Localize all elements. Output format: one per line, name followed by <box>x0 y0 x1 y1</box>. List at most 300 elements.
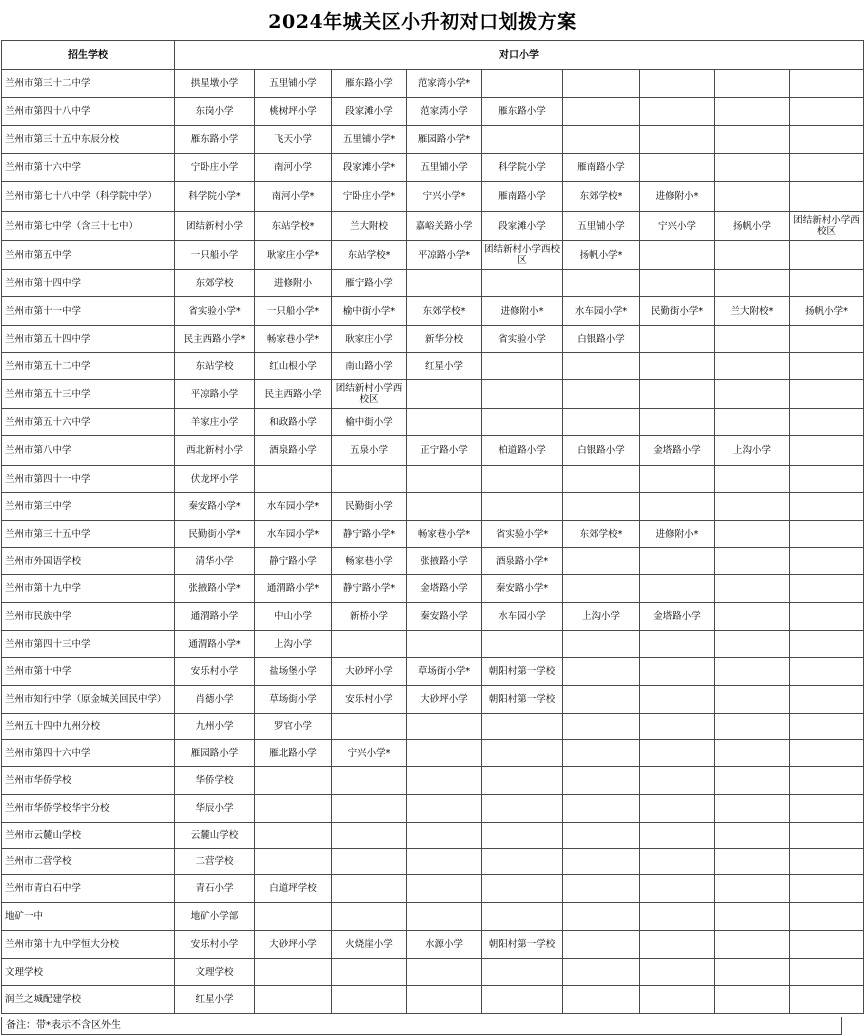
empty-cell <box>255 849 332 875</box>
empty-cell <box>640 409 715 436</box>
empty-cell <box>332 767 407 795</box>
primary-school-cell: 金塔路小学 <box>640 436 715 466</box>
empty-cell <box>790 714 864 740</box>
empty-cell <box>790 686 864 714</box>
primary-school-cell: 科学院小学* <box>175 182 255 212</box>
empty-cell <box>715 986 790 1014</box>
empty-cell <box>790 270 864 297</box>
primary-school-cell: 五里铺小学 <box>563 212 640 241</box>
empty-cell <box>482 353 563 380</box>
empty-cell <box>332 849 407 875</box>
primary-school-cell: 清华小学 <box>175 548 255 575</box>
school-name: 兰州市民族中学 <box>2 603 175 631</box>
school-name: 兰州市第五十四中学 <box>2 326 175 353</box>
primary-school-cell: 雁园路小学* <box>407 126 482 154</box>
empty-cell <box>482 849 563 875</box>
primary-school-cell: 华侨学校 <box>175 767 255 795</box>
empty-cell <box>790 380 864 409</box>
empty-cell <box>332 631 407 658</box>
primary-school-cell: 秦安路小学* <box>482 575 563 603</box>
primary-school-cell: 宁兴小学 <box>640 212 715 241</box>
primary-school-cell: 范家湾小学 <box>407 98 482 126</box>
primary-school-cell: 省实验小学 <box>482 326 563 353</box>
primary-school-cell: 大砂坪小学 <box>255 931 332 959</box>
empty-cell <box>563 849 640 875</box>
empty-cell <box>563 548 640 575</box>
empty-cell <box>640 154 715 182</box>
school-name: 兰州市第十中学 <box>2 658 175 686</box>
primary-school-cell: 东郊学校* <box>407 297 482 326</box>
primary-school-cell: 雁东路小学 <box>175 126 255 154</box>
table-row <box>2 241 864 270</box>
primary-school-cell: 朝阳村第一学校 <box>482 931 563 959</box>
empty-cell <box>640 849 715 875</box>
empty-cell <box>790 98 864 126</box>
empty-cell <box>407 714 482 740</box>
empty-cell <box>715 631 790 658</box>
table-row <box>2 986 864 1014</box>
primary-school-cell: 文理学校 <box>175 959 255 986</box>
empty-cell <box>255 823 332 849</box>
school-name: 兰州市第五十二中学 <box>2 353 175 380</box>
empty-cell <box>482 409 563 436</box>
empty-cell <box>407 767 482 795</box>
school-name: 兰州市第四十三中学 <box>2 631 175 658</box>
empty-cell <box>715 959 790 986</box>
empty-cell <box>407 466 482 493</box>
primary-school-cell: 科学院小学 <box>482 154 563 182</box>
primary-school-cell: 民勤街小学* <box>640 297 715 326</box>
school-name: 兰州市第十四中学 <box>2 270 175 297</box>
primary-school-cell: 宁卧庄小学* <box>332 182 407 212</box>
empty-cell <box>563 795 640 823</box>
empty-cell <box>715 575 790 603</box>
empty-cell <box>640 270 715 297</box>
primary-school-cell: 酒泉路小学 <box>255 436 332 466</box>
empty-cell <box>790 575 864 603</box>
primary-school-cell: 新华分校 <box>407 326 482 353</box>
primary-school-cell: 段家滩小学* <box>332 154 407 182</box>
primary-school-cell: 上沟小学 <box>563 603 640 631</box>
empty-cell <box>715 903 790 931</box>
empty-cell <box>563 658 640 686</box>
primary-school-cell: 雁园路小学 <box>175 740 255 767</box>
empty-cell <box>407 986 482 1014</box>
table-row <box>2 903 864 931</box>
primary-school-cell: 肖德小学 <box>175 686 255 714</box>
empty-cell <box>482 631 563 658</box>
primary-school-cell: 云麓山学校 <box>175 823 255 849</box>
primary-school-cell: 团结新村小学西校区 <box>332 380 407 409</box>
primary-school-cell: 大砂坪小学 <box>407 686 482 714</box>
primary-school-cell: 进修附小* <box>640 182 715 212</box>
empty-cell <box>407 631 482 658</box>
table-row <box>2 575 864 603</box>
school-name: 兰州市第五十三中学 <box>2 380 175 409</box>
empty-cell <box>563 631 640 658</box>
empty-cell <box>407 380 482 409</box>
empty-cell <box>407 823 482 849</box>
primary-school-cell: 畅家巷小学 <box>332 548 407 575</box>
primary-school-cell: 雁东路小学 <box>482 98 563 126</box>
empty-cell <box>332 466 407 493</box>
table-row <box>2 795 864 823</box>
footnote: 备注：带*表示不含区外生 <box>1 1017 842 1035</box>
empty-cell <box>715 241 790 270</box>
allocation-table <box>1 40 864 1014</box>
primary-school-cell: 羊家庄小学 <box>175 409 255 436</box>
primary-school-cell: 白银路小学 <box>563 326 640 353</box>
empty-cell <box>407 409 482 436</box>
primary-school-cell: 火烧崖小学 <box>332 931 407 959</box>
empty-cell <box>715 353 790 380</box>
table-row <box>2 740 864 767</box>
empty-cell <box>255 986 332 1014</box>
school-name: 兰州市第十六中学 <box>2 154 175 182</box>
table-row <box>2 270 864 297</box>
table-row <box>2 849 864 875</box>
primary-school-cell: 红山根小学 <box>255 353 332 380</box>
primary-school-cell: 静宁路小学* <box>332 521 407 548</box>
primary-school-cell: 拱星墩小学 <box>175 70 255 98</box>
empty-cell <box>563 686 640 714</box>
primary-school-cell: 通渭路小学 <box>175 603 255 631</box>
primary-school-cell: 青石小学 <box>175 875 255 903</box>
empty-cell <box>790 353 864 380</box>
empty-cell <box>790 658 864 686</box>
primary-school-cell: 平凉路小学 <box>175 380 255 409</box>
primary-school-cell: 安乐村小学 <box>175 658 255 686</box>
primary-school-cell: 东站学校* <box>332 241 407 270</box>
empty-cell <box>482 714 563 740</box>
primary-school-cell: 张掖路小学* <box>175 575 255 603</box>
school-name: 兰州市第三十五中学 <box>2 521 175 548</box>
empty-cell <box>482 466 563 493</box>
empty-cell <box>407 740 482 767</box>
table-row <box>2 353 864 380</box>
empty-cell <box>640 493 715 521</box>
primary-school-cell: 草场街小学* <box>407 658 482 686</box>
empty-cell <box>482 875 563 903</box>
table-row <box>2 409 864 436</box>
empty-cell <box>255 767 332 795</box>
primary-school-cell: 水车园小学* <box>255 493 332 521</box>
empty-cell <box>407 849 482 875</box>
primary-school-cell: 水车园小学 <box>482 603 563 631</box>
empty-cell <box>563 823 640 849</box>
primary-school-cell: 兰大附校 <box>332 212 407 241</box>
empty-cell <box>790 493 864 521</box>
school-name: 兰州市第七十八中学（科学院中学） <box>2 182 175 212</box>
empty-cell <box>563 714 640 740</box>
empty-cell <box>715 548 790 575</box>
empty-cell <box>715 493 790 521</box>
primary-school-cell: 南河小学 <box>255 154 332 182</box>
school-name: 兰州市第八中学 <box>2 436 175 466</box>
primary-school-cell: 省实验小学* <box>482 521 563 548</box>
empty-cell <box>715 154 790 182</box>
primary-school-cell: 安乐村小学 <box>175 931 255 959</box>
empty-cell <box>790 823 864 849</box>
empty-cell <box>332 714 407 740</box>
primary-school-cell: 静宁路小学 <box>255 548 332 575</box>
empty-cell <box>640 466 715 493</box>
empty-cell <box>640 98 715 126</box>
primary-school-cell: 金塔路小学 <box>407 575 482 603</box>
school-name: 兰州市第四十八中学 <box>2 98 175 126</box>
primary-school-cell: 罗官小学 <box>255 714 332 740</box>
primary-school-cell: 民主西路小学* <box>175 326 255 353</box>
document-title: 2024年城关区小升初对口划拨方案 <box>268 10 577 33</box>
empty-cell <box>332 903 407 931</box>
table-row <box>2 466 864 493</box>
table-row <box>2 126 864 154</box>
empty-cell <box>563 70 640 98</box>
school-name: 兰州五十四中九州分校 <box>2 714 175 740</box>
empty-cell <box>640 631 715 658</box>
empty-cell <box>563 98 640 126</box>
school-name: 兰州市外国语学校 <box>2 548 175 575</box>
primary-school-cell: 宁卧庄小学 <box>175 154 255 182</box>
empty-cell <box>715 714 790 740</box>
school-name: 兰州市第十九中学恒大分校 <box>2 931 175 959</box>
table-row <box>2 98 864 126</box>
empty-cell <box>255 466 332 493</box>
primary-school-cell: 平凉路小学* <box>407 241 482 270</box>
primary-school-cell: 上沟小学 <box>715 436 790 466</box>
empty-cell <box>790 740 864 767</box>
empty-cell <box>482 740 563 767</box>
empty-cell <box>640 903 715 931</box>
header-primary: 对口小学 <box>175 41 864 70</box>
empty-cell <box>640 767 715 795</box>
primary-school-cell: 雁东路小学 <box>332 70 407 98</box>
primary-school-cell: 秦安路小学* <box>175 493 255 521</box>
empty-cell <box>640 986 715 1014</box>
empty-cell <box>790 959 864 986</box>
table-row <box>2 182 864 212</box>
primary-school-cell: 九州小学 <box>175 714 255 740</box>
primary-school-cell: 南河小学* <box>255 182 332 212</box>
primary-school-cell: 华辰小学 <box>175 795 255 823</box>
primary-school-cell: 金塔路小学 <box>640 603 715 631</box>
school-name: 兰州市第五十六中学 <box>2 409 175 436</box>
empty-cell <box>790 70 864 98</box>
empty-cell <box>790 631 864 658</box>
empty-cell <box>715 380 790 409</box>
empty-cell <box>715 182 790 212</box>
primary-school-cell: 东郊学校* <box>563 521 640 548</box>
school-name: 兰州市第十九中学 <box>2 575 175 603</box>
primary-school-cell: 水车园小学* <box>255 521 332 548</box>
primary-school-cell: 省实验小学* <box>175 297 255 326</box>
empty-cell <box>332 823 407 849</box>
table-row <box>2 686 864 714</box>
primary-school-cell: 一只船小学 <box>175 241 255 270</box>
empty-cell <box>563 767 640 795</box>
empty-cell <box>482 959 563 986</box>
empty-cell <box>563 409 640 436</box>
primary-school-cell: 耿家庄小学* <box>255 241 332 270</box>
empty-cell <box>407 795 482 823</box>
primary-school-cell: 和政路小学 <box>255 409 332 436</box>
table-row <box>2 959 864 986</box>
empty-cell <box>563 575 640 603</box>
table-row <box>2 436 864 466</box>
school-name: 文理学校 <box>2 959 175 986</box>
empty-cell <box>563 959 640 986</box>
primary-school-cell: 水车园小学* <box>563 297 640 326</box>
empty-cell <box>790 182 864 212</box>
empty-cell <box>255 903 332 931</box>
table-row <box>2 493 864 521</box>
primary-school-cell: 白银路小学 <box>563 436 640 466</box>
school-name: 地矿一中 <box>2 903 175 931</box>
primary-school-cell: 嘉峪关路小学 <box>407 212 482 241</box>
empty-cell <box>563 270 640 297</box>
primary-school-cell: 正宁路小学 <box>407 436 482 466</box>
empty-cell <box>640 380 715 409</box>
empty-cell <box>715 931 790 959</box>
empty-cell <box>407 875 482 903</box>
primary-school-cell: 东郊学校* <box>563 182 640 212</box>
table-row <box>2 631 864 658</box>
empty-cell <box>790 126 864 154</box>
empty-cell <box>332 986 407 1014</box>
primary-school-cell: 宁兴小学* <box>407 182 482 212</box>
empty-cell <box>640 70 715 98</box>
primary-school-cell: 东岗小学 <box>175 98 255 126</box>
primary-school-cell: 东郊学校 <box>175 270 255 297</box>
empty-cell <box>640 931 715 959</box>
school-name: 兰州市第四十一中学 <box>2 466 175 493</box>
primary-school-cell: 通渭路小学* <box>255 575 332 603</box>
primary-school-cell: 通渭路小学* <box>175 631 255 658</box>
primary-school-cell: 榆中街小学 <box>332 409 407 436</box>
empty-cell <box>640 353 715 380</box>
empty-cell <box>640 795 715 823</box>
empty-cell <box>715 466 790 493</box>
primary-school-cell: 红星小学 <box>407 353 482 380</box>
empty-cell <box>482 767 563 795</box>
empty-cell <box>640 740 715 767</box>
school-name: 兰州市华侨学校 <box>2 767 175 795</box>
primary-school-cell: 畅家巷小学* <box>255 326 332 353</box>
primary-school-cell: 进修附小* <box>482 297 563 326</box>
empty-cell <box>482 823 563 849</box>
empty-cell <box>715 98 790 126</box>
primary-school-cell: 大砂坪小学 <box>332 658 407 686</box>
empty-cell <box>790 548 864 575</box>
primary-school-cell: 兰大附校* <box>715 297 790 326</box>
empty-cell <box>715 686 790 714</box>
primary-school-cell: 扬帆小学* <box>563 241 640 270</box>
empty-cell <box>715 849 790 875</box>
primary-school-cell: 朝阳村第一学校 <box>482 686 563 714</box>
empty-cell <box>640 241 715 270</box>
empty-cell <box>715 270 790 297</box>
empty-cell <box>790 903 864 931</box>
empty-cell <box>715 658 790 686</box>
empty-cell <box>715 767 790 795</box>
school-name: 兰州市知行中学（原金城关回民中学） <box>2 686 175 714</box>
primary-school-cell: 五泉小学 <box>332 436 407 466</box>
empty-cell <box>563 493 640 521</box>
empty-cell <box>255 795 332 823</box>
primary-school-cell: 静宁路小学* <box>332 575 407 603</box>
primary-school-cell: 耿家庄小学 <box>332 326 407 353</box>
empty-cell <box>563 466 640 493</box>
empty-cell <box>482 70 563 98</box>
table-row <box>2 326 864 353</box>
empty-cell <box>407 903 482 931</box>
table-row <box>2 658 864 686</box>
empty-cell <box>715 521 790 548</box>
empty-cell <box>715 740 790 767</box>
primary-school-cell: 柏道路小学 <box>482 436 563 466</box>
empty-cell <box>255 959 332 986</box>
school-name: 兰州市第三十二中学 <box>2 70 175 98</box>
primary-school-cell: 二营学校 <box>175 849 255 875</box>
empty-cell <box>407 493 482 521</box>
empty-cell <box>790 154 864 182</box>
empty-cell <box>715 126 790 154</box>
empty-cell <box>790 875 864 903</box>
table-row <box>2 297 864 326</box>
empty-cell <box>563 126 640 154</box>
empty-cell <box>563 931 640 959</box>
table-row <box>2 212 864 241</box>
empty-cell <box>482 493 563 521</box>
empty-cell <box>715 795 790 823</box>
empty-cell <box>563 380 640 409</box>
primary-school-cell: 团结新村小学 <box>175 212 255 241</box>
primary-school-cell: 南山路小学 <box>332 353 407 380</box>
primary-school-cell: 秦安路小学 <box>407 603 482 631</box>
school-name: 兰州市青白石中学 <box>2 875 175 903</box>
empty-cell <box>790 241 864 270</box>
primary-school-cell: 西北新村小学 <box>175 436 255 466</box>
primary-school-cell: 民勤街小学* <box>175 521 255 548</box>
primary-school-cell: 水源小学 <box>407 931 482 959</box>
empty-cell <box>332 959 407 986</box>
empty-cell <box>790 603 864 631</box>
empty-cell <box>640 823 715 849</box>
primary-school-cell: 伏龙坪小学 <box>175 466 255 493</box>
school-name: 润兰之城配建学校 <box>2 986 175 1014</box>
table-row <box>2 521 864 548</box>
primary-school-cell: 上沟小学 <box>255 631 332 658</box>
empty-cell <box>715 409 790 436</box>
primary-school-cell: 雁北路小学 <box>255 740 332 767</box>
primary-school-cell: 盐场堡小学 <box>255 658 332 686</box>
primary-school-cell: 中山小学 <box>255 603 332 631</box>
primary-school-cell: 扬帆小学 <box>715 212 790 241</box>
primary-school-cell: 五里铺小学 <box>407 154 482 182</box>
empty-cell <box>563 740 640 767</box>
primary-school-cell: 酒泉路小学* <box>482 548 563 575</box>
empty-cell <box>640 326 715 353</box>
empty-cell <box>482 903 563 931</box>
primary-school-cell: 朝阳村第一学校 <box>482 658 563 686</box>
empty-cell <box>790 326 864 353</box>
primary-school-cell: 雁宁路小学 <box>332 270 407 297</box>
primary-school-cell: 红星小学 <box>175 986 255 1014</box>
empty-cell <box>790 931 864 959</box>
primary-school-cell: 东站学校 <box>175 353 255 380</box>
primary-school-cell: 飞天小学 <box>255 126 332 154</box>
empty-cell <box>482 126 563 154</box>
